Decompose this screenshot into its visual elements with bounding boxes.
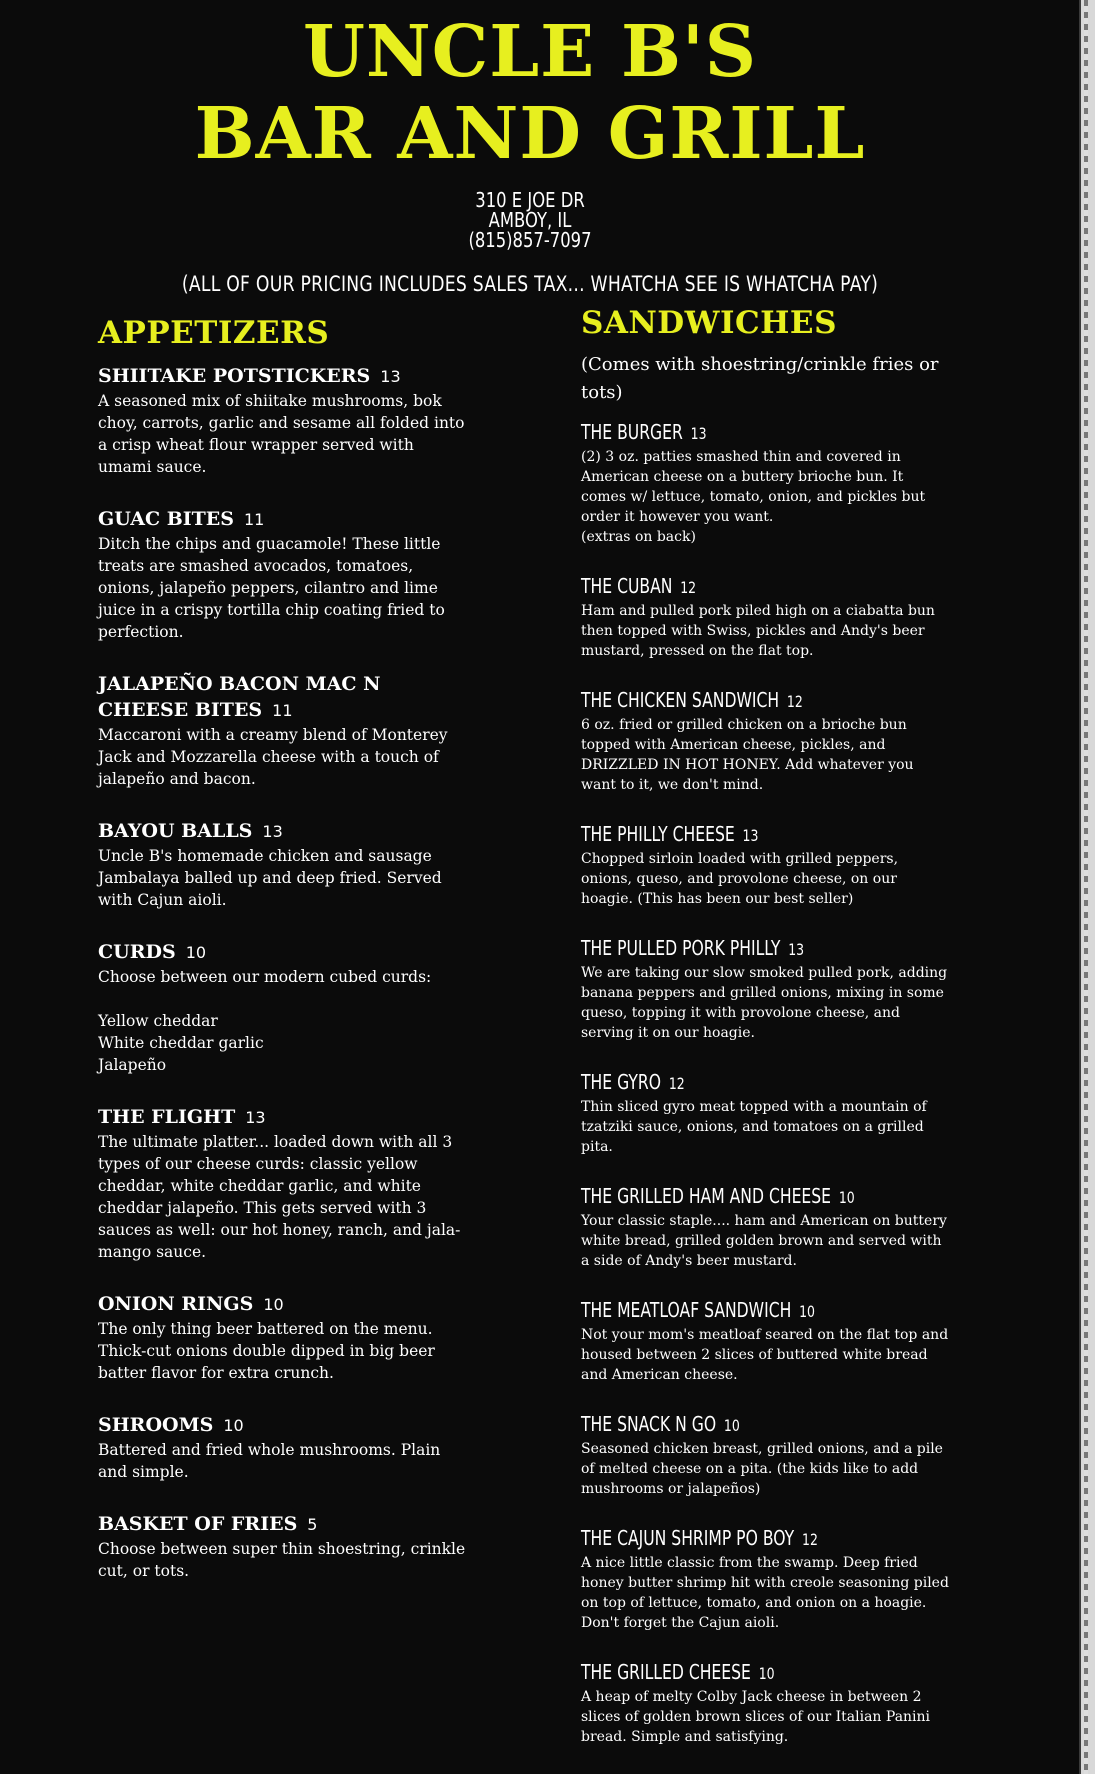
sandwich-item-description: Ham and pulled pork piled high on a ciabatta bun then topped with Swiss, pickles and Andy's beer mustard, pressed on the flat top. (581, 603, 935, 659)
appetizer-item-name: SHROOMS (98, 1414, 214, 1436)
sandwich-item-price: 13 (742, 826, 759, 845)
sandwich-item-heading (581, 1411, 740, 1439)
sandwich-item-price: 13 (788, 940, 805, 959)
sandwich-list (581, 419, 951, 1747)
city-state: AMBOY, IL (488, 208, 572, 232)
sandwich-item-description: 6 oz. fried or grilled chicken on a brioche bun topped with American cheese, pickles, and DRIZZLED IN HOT HONEY. Add whatever you want to it, we don't mind. (581, 717, 914, 793)
appetizer-item-description: Ditch the chips and guacamole! These little treats are smashed avocados, tomatoes, onions, jalapeño peppers, cilantro and lime juice in a crispy tortilla chip coating fried to perfection. (98, 535, 445, 641)
appetizer-item-price: 11 (243, 510, 265, 529)
sandwich-item-price: 13 (690, 424, 707, 443)
appetizer-item-name: BASKET OF FRIES (98, 1513, 298, 1535)
appetizer-item (98, 671, 468, 790)
appetizer-item-description: Battered and fried whole mushrooms. Plain and simple. (98, 1441, 441, 1481)
appetizer-item (98, 1412, 468, 1483)
appetizer-item-heading (98, 818, 468, 845)
appetizer-item-heading (98, 939, 468, 966)
appetizer-list (98, 363, 468, 1582)
tax-note: (ALL OF OUR PRICING INCLUDES SALES TAX... WHATCHA SEE IS WHATCHA PAY) (181, 272, 879, 296)
appetizer-item-heading (98, 506, 468, 533)
phone-number: (815)857-7097 (468, 228, 592, 252)
appetizer-item-description: Maccaroni with a creamy blend of Monterey Jack and Mozzarella cheese with a touch of jalapeño and bacon. (98, 726, 448, 788)
appetizer-item-heading (98, 1291, 468, 1318)
sandwich-item-heading (581, 1069, 685, 1097)
sandwich-item-name: THE GRILLED CHEESE (581, 1660, 751, 1684)
sandwich-item-description: We are taking our slow smoked pulled pork, adding banana peppers and grilled onions, mixing in some queso, topping it with provolone cheese, and serving it on our hoagie. (581, 965, 948, 1041)
appetizer-item-price: 10 (185, 943, 207, 962)
appetizer-item (98, 1291, 468, 1384)
sandwich-item-heading (581, 419, 707, 447)
sandwich-item-name: THE CUBAN (581, 574, 673, 598)
sandwich-item-description: A nice little classic from the swamp. Deep fried honey butter shrimp hit with creole seasoning piled on top of lettuce, tomato, and onion on a hoagie. Don't forget the Cajun aioli. (581, 1555, 949, 1631)
sandwiches-title: SANDWICHES (581, 305, 837, 341)
sandwich-item (581, 1525, 951, 1633)
appetizer-item-description: The only thing beer battered on the menu. Thick-cut onions double dipped in big beer batter flavor for extra crunch. (98, 1320, 435, 1382)
sandwich-item-name: THE MEATLOAF SANDWICH (581, 1298, 792, 1322)
sandwich-item-price: 10 (838, 1188, 855, 1207)
address-block (95, 190, 964, 250)
sandwich-item-price: 12 (668, 1074, 685, 1093)
sandwich-item-price: 12 (680, 578, 697, 597)
sandwich-item-name: THE SNACK N GO (581, 1412, 717, 1436)
sandwich-item-name: THE CHICKEN SANDWICH (581, 688, 780, 712)
appetizer-item-description: The ultimate platter... loaded down with all 3 types of our cheese curds: classic yellow cheddar, white cheddar garlic, and white cheddar jalapeño. This gets served with 3 sauces as well: our hot honey, ranch, and jala-mango sauce. (98, 1133, 461, 1261)
appetizer-item-description: A seasoned mix of shiitake mushrooms, bok choy, carrots, garlic and sesame all folded into a crisp wheat flour wrapper served with umami sauce. (98, 392, 465, 476)
appetizer-item-name: GUAC BITES (98, 508, 234, 530)
appetizer-item-price: 13 (245, 1108, 266, 1127)
appetizer-item-name: JALAPEÑO BACON MAC N CHEESE BITES (98, 673, 381, 721)
sandwich-item-heading (581, 1183, 855, 1211)
appetizer-item-name: SHIITAKE POTSTICKERS (98, 365, 371, 387)
appetizer-item-heading (98, 1104, 468, 1131)
sandwich-item (581, 1183, 951, 1271)
page-edge-strip (1079, 0, 1095, 1774)
sandwich-item-description: Your classic staple.... ham and American on buttery white bread, grilled golden brown and served with a side of Andy's beer mustard. (581, 1213, 947, 1269)
appetizers-section (98, 315, 468, 1610)
sandwich-item (581, 935, 951, 1043)
sandwich-item-description: Thin sliced gyro meat topped with a mountain of tzatziki sauce, onions, and tomatoes on a grilled pita. (581, 1099, 927, 1155)
sandwich-item-heading (581, 935, 804, 963)
appetizer-item-price: 10 (223, 1416, 244, 1435)
sandwich-item-description: A heap of melty Colby Jack cheese in between 2 slices of golden brown slices of our Italian Panini bread. Simple and satisfying. (581, 1689, 931, 1745)
appetizer-item-heading (98, 363, 468, 390)
sandwich-item-name: THE PULLED PORK PHILLY (581, 936, 781, 960)
appetizer-item-description: Uncle B's homemade chicken and sausage Jambalaya balled up and deep fried. Served with Cajun aioli. (98, 847, 442, 909)
sandwich-item-description: (2) 3 oz. patties smashed thin and covered in American cheese on a buttery brioche bun. It comes w/ lettuce, tomato, onion, and pickles but order it however you want. (extras on back) (581, 449, 926, 545)
appetizer-item-name: THE FLIGHT (98, 1106, 236, 1128)
restaurant-name-line1: UNCLE B'S (302, 9, 758, 93)
menu-header (0, 10, 1060, 296)
sandwich-item-description: Chopped sirloin loaded with grilled peppers, onions, queso, and provolone cheese, on our hoagie. (This has been our best seller) (581, 851, 899, 907)
sandwich-item (581, 573, 951, 661)
sandwich-item-price: 10 (723, 1416, 740, 1435)
sandwich-item (581, 687, 951, 795)
sandwich-item-name: THE BURGER (581, 420, 683, 444)
appetizer-item-price: 11 (272, 701, 293, 720)
appetizer-item-name: CURDS (98, 941, 176, 963)
sandwich-item-price: 10 (799, 1302, 815, 1321)
sandwich-item-name: THE CAJUN SHRIMP PO BOY (581, 1526, 795, 1550)
sandwich-item-price: 12 (802, 1530, 818, 1549)
sandwich-item-price: 12 (786, 692, 803, 711)
sandwich-item-description: Seasoned chicken breast, grilled onions, and a pile of melted cheese on a pita. (the kids like to add mushrooms or jalapeños) (581, 1441, 943, 1497)
appetizer-item (98, 1104, 468, 1263)
sandwich-item-name: THE GYRO (581, 1070, 662, 1094)
sandwich-item-name: THE GRILLED HAM AND CHEESE (581, 1184, 832, 1208)
appetizer-item-description: Choose between our modern cubed curds: Yellow cheddar White cheddar garlic Jalapeño (98, 968, 432, 1074)
appetizer-item-description: Choose between super thin shoestring, crinkle cut, or tots. (98, 1540, 466, 1580)
sandwich-item (581, 1069, 951, 1157)
sandwiches-subtitle: (Comes with shoestring/crinkle fries or tots) (581, 354, 939, 403)
street-address: 310 E JOE DR (475, 188, 585, 212)
appetizer-item (98, 506, 468, 643)
appetizer-item (98, 818, 468, 911)
sandwich-item (581, 1411, 951, 1499)
sandwich-item-heading (581, 1297, 815, 1325)
appetizer-item-price: 5 (307, 1515, 318, 1534)
appetizer-item-heading (98, 671, 468, 724)
sandwich-item (581, 1297, 951, 1385)
appetizer-item-name: ONION RINGS (98, 1293, 254, 1315)
appetizer-item (98, 939, 468, 1076)
appetizer-item-price: 13 (380, 367, 401, 386)
sandwich-item (581, 419, 951, 547)
sandwich-item-heading (581, 1525, 818, 1553)
sandwich-item-description: Not your mom's meatloaf seared on the flat top and housed between 2 slices of buttered white bread and American cheese. (581, 1327, 949, 1383)
sandwich-item-heading (581, 687, 803, 715)
sandwich-item-heading (581, 821, 758, 849)
appetizer-item-price: 10 (263, 1295, 284, 1314)
appetizer-item-name: BAYOU BALLS (98, 820, 253, 842)
sandwich-item (581, 821, 951, 909)
appetizer-item-heading (98, 1511, 468, 1538)
appetizer-item (98, 363, 468, 478)
sandwiches-section (581, 305, 951, 1773)
sandwich-item-heading (581, 1659, 775, 1687)
appetizers-title: APPETIZERS (98, 315, 330, 351)
sandwich-item-heading (581, 573, 696, 601)
appetizer-item-price: 13 (262, 822, 283, 841)
appetizer-item (98, 1511, 468, 1582)
restaurant-name-line2: BAR AND GRILL (194, 91, 866, 175)
appetizer-item-heading (98, 1412, 468, 1439)
sandwich-item (581, 1659, 951, 1747)
sandwich-item-price: 10 (758, 1664, 775, 1683)
sandwich-item-name: THE PHILLY CHEESE (581, 822, 735, 846)
